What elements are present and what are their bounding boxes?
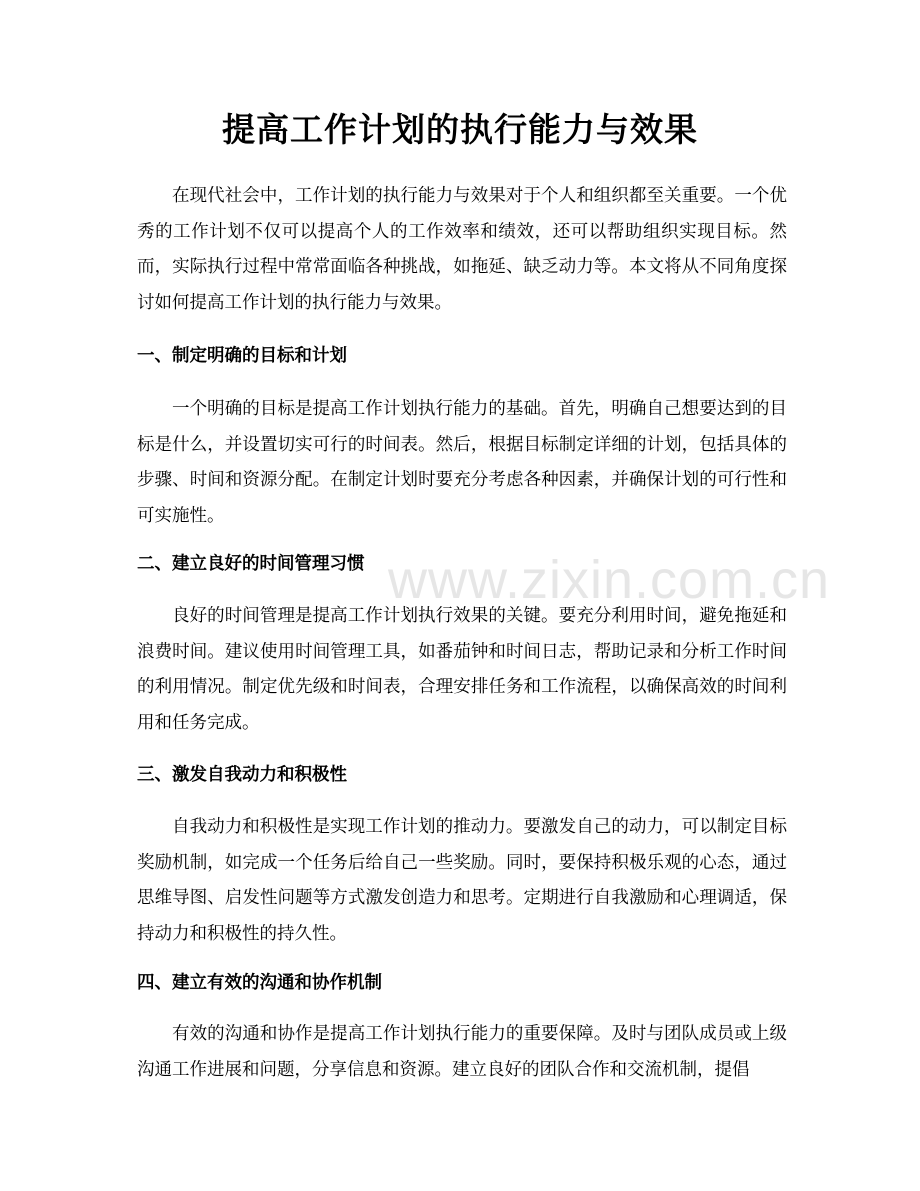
section-body-3: 自我动力和积极性是实现工作计划的推动力。要激发自己的动力，可以制定目标奖励机制，如完成一个任务后给自己一些奖励。同时，要保持积极乐观的心态，通过思维导图、启发性问题等方式激发创造力和思考。定期进行自我激励和心理调适，保持动力和积极性的持久性。 [137, 817, 787, 944]
section-heading-1: 一、制定明确的目标和计划 [137, 346, 347, 366]
section-body-2: 良好的时间管理是提高工作计划执行效果的关键。要充分利用时间，避免拖延和浪费时间。建议使用时间管理工具，如番茄钟和时间日志，帮助记录和分析工作时间的利用情况。制定优先级和时间表，合理安排任务和工作流程，以确保高效的时间利用和任务完成。 [137, 606, 787, 733]
section-heading-3: 三、激发自我动力和积极性 [137, 765, 347, 785]
section-heading-2: 二、建立良好的时间管理习惯 [137, 554, 365, 574]
intro-paragraph: 在现代社会中，工作计划的执行能力与效果对于个人和组织都至关重要。一个优秀的工作计划不仅可以提高个人的工作效率和绩效，还可以帮助组织实现目标。然而，实际执行过程中常常面临各种挑战，如拖延、缺乏动力等。本文将从不同角度探讨如何提高工作计划的执行能力与效果。 [137, 186, 787, 313]
watermark: www.zixin.com.cn [388, 550, 831, 610]
page-title: 提高工作计划的执行能力与效果 [222, 110, 698, 149]
section-heading-4: 四、建立有效的沟通和协作机制 [137, 973, 382, 993]
section-body-1: 一个明确的目标是提高工作计划执行能力的基础。首先，明确自己想要达到的目标是什么，并设置切实可行的时间表。然后，根据目标制定详细的计划，包括具体的步骤、时间和资源分配。在制定计划时要充分考虑各种因素，并确保计划的可行性和可实施性。 [137, 399, 787, 526]
section-body-4: 有效的沟通和协作是提高工作计划执行能力的重要保障。及时与团队成员或上级沟通工作进展和问题，分享信息和资源。建立良好的团队合作和交流机制，提倡 [137, 1024, 787, 1080]
